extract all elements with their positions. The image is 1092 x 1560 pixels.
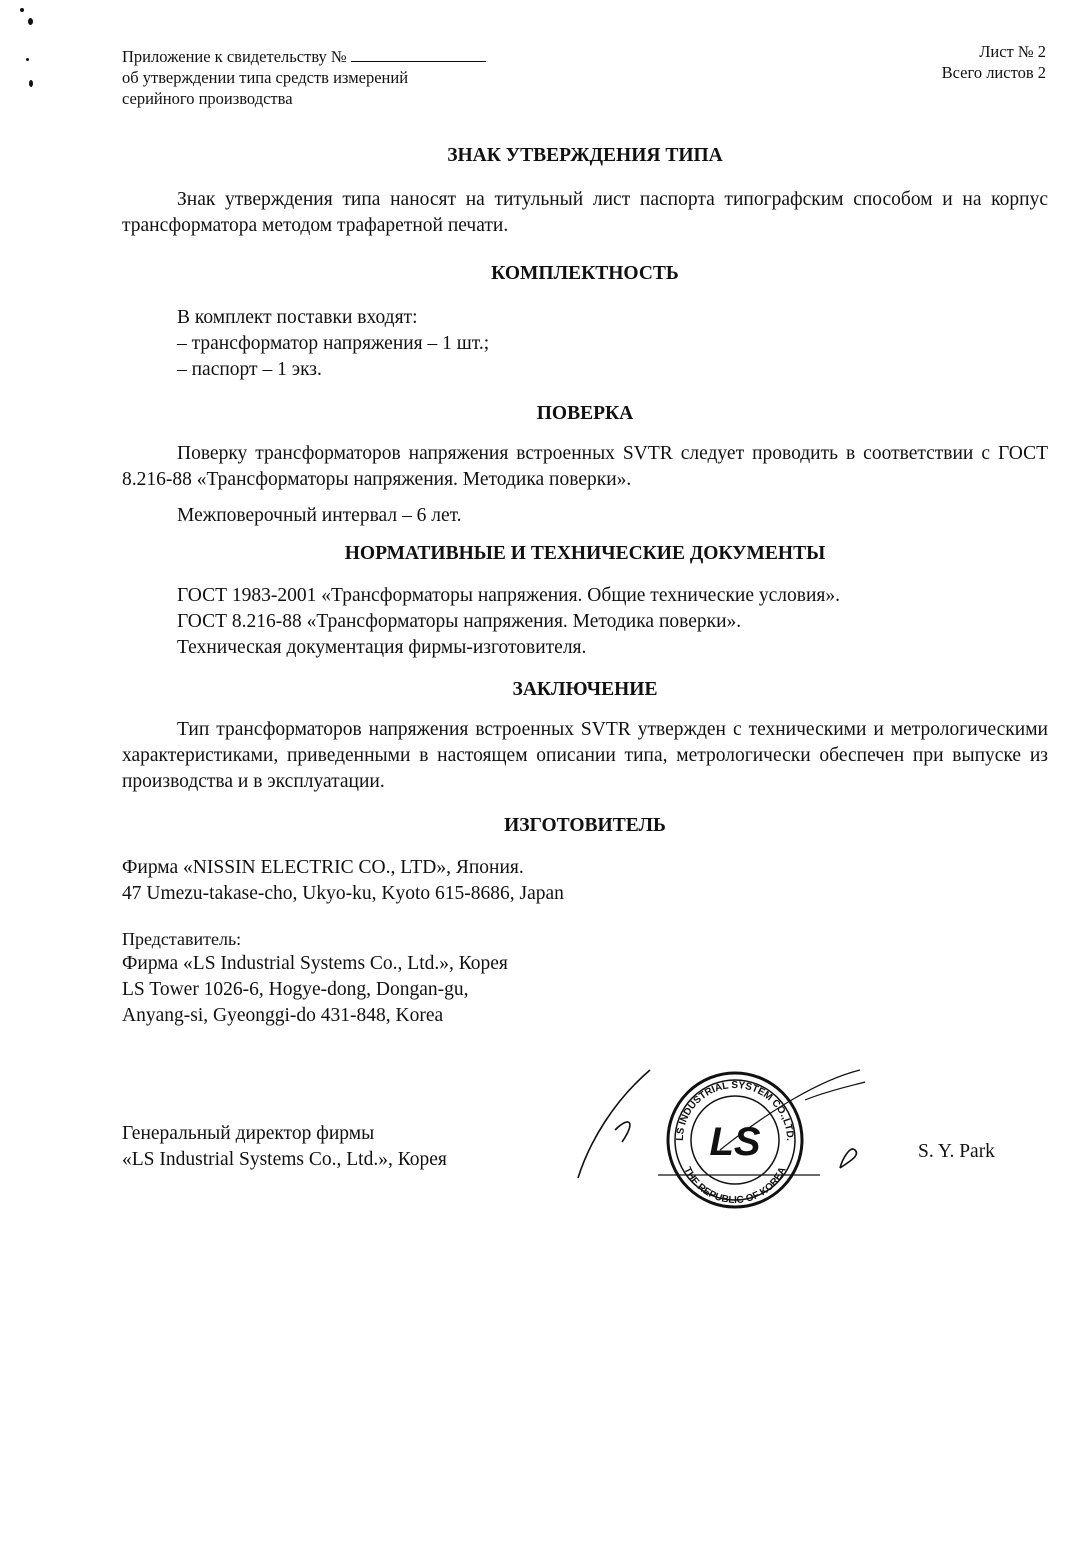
normative-doc-item: Техническая документация фирмы-изготовителя. bbox=[177, 637, 587, 658]
section-title-manufacturer: ИЗГОТОВИТЕЛЬ bbox=[504, 815, 666, 836]
signatory-title-line: Генеральный директор фирмы bbox=[122, 1123, 375, 1144]
section-title-completeness: КОМПЛЕКТНОСТЬ bbox=[491, 263, 679, 284]
svg-text:LS INDUSTRIAL SYSTEM CO.,LTD.: LS INDUSTRIAL SYSTEM CO.,LTD. bbox=[674, 1079, 796, 1142]
signatory-name: S. Y. Park bbox=[918, 1141, 995, 1162]
section-title-approval-mark: ЗНАК УТВЕРЖДЕНИЯ ТИПА bbox=[447, 145, 723, 166]
appendix-line-3: серийного производства bbox=[122, 89, 293, 108]
appendix-line: Приложение к свидетельству № bbox=[122, 47, 347, 66]
appendix-line-2: об утверждении типа средств измерений bbox=[122, 68, 409, 87]
verification-text: Поверку трансформаторов напряжения встроенных SVTR следует проводить в соответствии с ГОСТ 8.216-88 «Трансформаторы напряжения. Методика поверки». bbox=[122, 443, 1048, 490]
manufacturer-line: Фирма «NISSIN ELECTRIC CO., LTD», Япония. bbox=[122, 857, 524, 878]
approval-mark-text: Знак утверждения типа наносят на титульный лист паспорта типографским способом и на корпус трансформатора методом трафаретной печати. bbox=[122, 189, 1048, 236]
signatory-title-line: «LS Industrial Systems Co., Ltd.», Корея bbox=[122, 1149, 447, 1170]
total-sheets: Всего листов 2 bbox=[941, 63, 1046, 82]
section-title-verification: ПОВЕРКА bbox=[536, 403, 634, 424]
representative-line: LS Tower 1026-6, Hogye-dong, Dongan-gu, bbox=[122, 979, 469, 1000]
sheet-number: Лист № 2 bbox=[979, 42, 1046, 61]
normative-docs-list bbox=[122, 583, 1048, 661]
header-right bbox=[942, 41, 1046, 83]
signatory-title bbox=[122, 1121, 447, 1173]
signature-and-stamp-icon bbox=[570, 1060, 890, 1220]
normative-doc-item: ГОСТ 1983-2001 «Трансформаторы напряжения. Общие технические условия». bbox=[177, 585, 840, 606]
document-body bbox=[122, 140, 1048, 1029]
header-left bbox=[122, 46, 486, 109]
representative-info bbox=[122, 927, 1048, 1029]
representative-line: Фирма «LS Industrial Systems Co., Ltd.», Корея bbox=[122, 953, 508, 974]
completeness-list bbox=[122, 305, 1048, 383]
representative-line: Anyang-si, Gyeonggi-do 431-848, Korea bbox=[122, 1005, 444, 1026]
completeness-item: – трансформатор напряжения – 1 шт.; bbox=[177, 333, 490, 354]
completeness-item: – паспорт – 1 экз. bbox=[177, 359, 322, 380]
manufacturer-address: 47 Umezu-takase-cho, Ukyo-ku, Kyoto 615-8686, Japan bbox=[122, 883, 564, 904]
svg-text:THE REPUBLIC OF KOREA: THE REPUBLIC OF KOREA bbox=[681, 1165, 789, 1207]
svg-text:LS: LS bbox=[709, 1120, 761, 1164]
conclusion-text: Тип трансформаторов напряжения встроенных SVTR утвержден с техническими и метрологическими характеристиками, приведенными в настоящем описании типа, метрологически обеспечен при выпуске из производства и в эксплуатации. bbox=[122, 719, 1048, 792]
section-title-normative-docs: НОРМАТИВНЫЕ И ТЕХНИЧЕСКИЕ ДОКУМЕНТЫ bbox=[344, 543, 826, 564]
normative-doc-item: ГОСТ 8.216-88 «Трансформаторы напряжения. Методика поверки». bbox=[177, 611, 742, 632]
representative-label: Представитель: bbox=[122, 929, 242, 949]
completeness-intro: В комплект поставки входят: bbox=[177, 307, 418, 328]
section-title-conclusion: ЗАКЛЮЧЕНИЕ bbox=[512, 679, 658, 700]
verification-interval: Межповерочный интервал – 6 лет. bbox=[177, 505, 462, 526]
certificate-number-blank bbox=[351, 47, 486, 62]
manufacturer-info bbox=[122, 855, 1048, 907]
